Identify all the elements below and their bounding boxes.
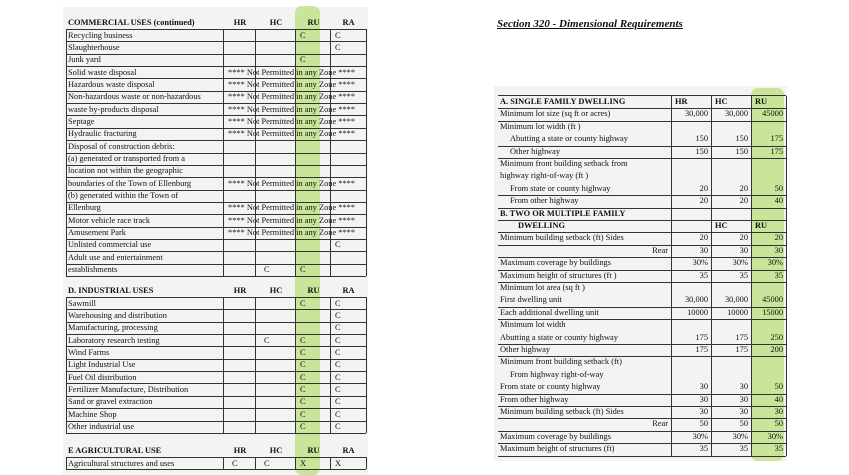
not-permitted-note: **** Not Permitted in any Zone ****: [228, 178, 356, 188]
dimension-label: A. SINGLE FAMILY DWELLING: [500, 97, 626, 106]
cell-value: 175: [695, 345, 708, 354]
cell-value: 30: [699, 245, 708, 255]
dimension-label: Each additional dwelling unit: [500, 307, 599, 317]
column-header: HC: [715, 221, 728, 230]
row-label: Hydraulic fracturing: [68, 129, 137, 139]
row-label: Motor vehicle race track: [68, 215, 151, 225]
cell-value: 30: [699, 407, 708, 416]
section-heading: D. INDUSTRIAL USES: [68, 286, 154, 295]
cell-value: 40: [774, 394, 783, 404]
column-header: RU: [307, 446, 320, 455]
cell-value: 30,000: [684, 109, 708, 119]
cell-value: 45000: [762, 109, 783, 119]
row-label: Septage: [68, 116, 95, 126]
cell-value: C: [300, 30, 306, 40]
cell-value: 35: [739, 444, 748, 454]
cell-value: C: [335, 384, 341, 394]
cell-value: 35: [699, 444, 708, 454]
cell-value: 30: [774, 407, 783, 416]
col-rule: [366, 297, 367, 433]
column-header: RU: [755, 97, 768, 106]
dimension-label: Minimum lot width (ft ): [500, 121, 581, 131]
row-label: Ellenburg: [68, 203, 101, 213]
cell-value: C: [300, 409, 306, 419]
row-label: Hazardous waste disposal: [68, 79, 155, 89]
cell-value: C: [300, 372, 306, 382]
cell-value: 30: [739, 382, 748, 392]
cell-value: 175: [770, 146, 783, 156]
row-label: Non-hazardous waste or non-hazardous: [68, 92, 201, 102]
col-rule: [671, 96, 672, 456]
row-rule: [66, 227, 366, 228]
cell-value: C: [300, 397, 306, 407]
row-label: Fuel Oil distribution: [68, 372, 137, 382]
cell-value: 20: [699, 196, 708, 206]
cell-value: 20: [739, 183, 748, 193]
row-label: Solid waste disposal: [68, 67, 137, 77]
dimension-label: From highway right-of-way: [510, 369, 604, 379]
cell-value: 20: [699, 183, 708, 193]
cell-value: 175: [695, 332, 708, 342]
row-label: Adult use and entertainment: [68, 252, 163, 262]
row-rule: [66, 140, 366, 141]
cell-value: 35: [774, 270, 783, 280]
cell-value: 20: [739, 233, 748, 243]
column-header: RU: [307, 18, 320, 27]
col-rule: [223, 297, 224, 433]
col-rule: [711, 96, 712, 456]
col-rule: [223, 457, 224, 469]
cell-value: 30,000: [724, 109, 748, 119]
cell-value: C: [335, 397, 341, 407]
cell-value: 10000: [727, 307, 748, 317]
col-rule: [255, 297, 256, 433]
dimension-label: Minimum lot size (sq ft or acres): [500, 109, 611, 119]
col-rule: [786, 96, 787, 456]
row-rule: [498, 456, 786, 457]
column-header: RA: [342, 446, 355, 455]
row-label: location not within the geographic: [68, 166, 183, 176]
row-rule: [66, 165, 366, 166]
row-label: Disposal of construction debris:: [68, 141, 175, 151]
column-header: HR: [233, 446, 247, 455]
col-rule: [255, 29, 256, 276]
col-rule: [295, 457, 296, 469]
row-label: Fertilizer Manufacture, Distribution: [68, 384, 189, 394]
cell-value: 30: [739, 245, 748, 255]
cell-value: 20: [739, 196, 748, 206]
col-rule: [223, 29, 224, 276]
cell-value: C: [335, 42, 341, 52]
row-rule: [66, 239, 366, 240]
section-title: Section 320 - Dimensional Requirements: [497, 18, 683, 30]
row-label: establishments: [68, 265, 118, 275]
row-label: boundaries of the Town of Ellenburg: [68, 178, 192, 188]
row-rule: [66, 359, 366, 360]
cell-value: 30: [739, 394, 748, 404]
row-rule: [66, 91, 366, 92]
cell-value: 30: [739, 407, 748, 416]
cell-value: C: [264, 265, 270, 275]
row-rule: [66, 103, 366, 104]
row-rule: [66, 115, 366, 116]
col-rule: [366, 457, 367, 469]
dimension-label: From other highway: [500, 394, 569, 404]
row-label: Slaughterhouse: [68, 42, 120, 52]
cell-value: 30%: [692, 431, 708, 441]
row-rule: [66, 264, 366, 265]
cell-value: C: [335, 30, 341, 40]
col-rule: [295, 29, 296, 276]
row-rule: [66, 421, 366, 422]
row-rule: [66, 153, 366, 154]
row-rule: [66, 276, 366, 277]
cell-value: C: [300, 335, 306, 345]
cell-value: 50: [739, 419, 748, 429]
cell-value: C: [264, 458, 270, 468]
cell-value: 150: [695, 146, 708, 156]
col-rule: [295, 297, 296, 433]
section-heading: COMMERCIAL USES (continued): [68, 18, 195, 27]
cell-value: 20: [699, 233, 708, 243]
row-label: Sawmill: [68, 298, 96, 308]
cell-value: C: [335, 335, 341, 345]
dimension-label: DWELLING: [518, 221, 566, 230]
cell-value: C: [300, 298, 306, 308]
col-rule: [66, 29, 67, 276]
cell-value: X: [335, 458, 342, 468]
cell-value: 175: [770, 134, 783, 144]
row-rule: [66, 54, 366, 55]
cell-value: 150: [695, 134, 708, 144]
dimension-label: Minimum front building setback (ft): [500, 357, 622, 367]
cell-value: 30: [699, 394, 708, 404]
column-header: RA: [342, 18, 355, 27]
column-header: HR: [233, 18, 247, 27]
row-label: Wind Farms: [68, 347, 110, 357]
row-label: Amusement Park: [68, 228, 126, 238]
row-label: Unlisted commercial use: [68, 240, 152, 250]
row-rule: [66, 177, 366, 178]
dimension-label: From state or county highway: [500, 382, 601, 392]
column-header: HR: [675, 97, 688, 106]
dimension-label: Minimum lot width: [500, 320, 566, 330]
dimension-label: From state or county highway: [510, 183, 611, 193]
row-rule: [66, 214, 366, 215]
row-label: (a) generated or transported from a: [68, 154, 185, 163]
cell-value: 30%: [732, 431, 748, 441]
not-permitted-note: **** Not Permitted in any Zone ****: [228, 129, 356, 139]
row-rule: [66, 334, 366, 335]
section-heading: E AGRICULTURAL USE: [68, 446, 162, 455]
cell-value: C: [232, 458, 238, 468]
col-rule: [330, 29, 331, 276]
column-header: HC: [269, 18, 283, 27]
row-rule: [66, 346, 366, 347]
cell-value: C: [335, 347, 341, 357]
cell-value: 30,000: [724, 295, 748, 305]
row-rule: [66, 128, 366, 129]
cell-value: C: [335, 240, 341, 250]
row-rule: [66, 469, 366, 470]
col-rule: [751, 96, 752, 456]
cell-value: C: [335, 360, 341, 370]
col-rule: [255, 457, 256, 469]
column-header: RU: [755, 221, 768, 230]
cell-value: 50: [699, 419, 708, 429]
column-header: HC: [269, 286, 283, 295]
cell-value: C: [300, 360, 306, 370]
row-label: Machine Shop: [68, 409, 117, 419]
cell-value: C: [335, 323, 341, 333]
row-rule: [66, 408, 366, 409]
cell-value: C: [335, 298, 341, 308]
cell-value: 35: [699, 270, 708, 280]
row-rule: [66, 322, 366, 323]
header-rule: [66, 297, 366, 298]
row-label: (b) generated within the Town of: [68, 191, 179, 201]
dimension-label: Maximum height of structures (ft ): [500, 270, 617, 280]
row-rule: [66, 309, 366, 310]
cell-value: 175: [735, 345, 748, 354]
column-header: HC: [715, 97, 728, 106]
not-permitted-note: **** Not Permitted in any Zone ****: [228, 215, 356, 225]
column-header: HC: [269, 446, 283, 455]
row-rule: [66, 66, 366, 67]
dimension-label: Minimum front building setback from: [500, 159, 628, 168]
not-permitted-note: **** Not Permitted in any Zone ****: [228, 116, 356, 126]
row-label: Warehousing and distribution: [68, 310, 167, 320]
row-rule: [66, 190, 366, 191]
cell-value: 20: [774, 233, 783, 243]
cell-value: C: [335, 409, 341, 419]
row-rule: [66, 433, 366, 434]
cell-value: 45000: [762, 295, 783, 305]
cell-value: 30: [699, 382, 708, 392]
cell-value: C: [300, 347, 306, 357]
dimension-label: From other highway: [510, 196, 579, 206]
dimension-label: Other highway: [500, 345, 551, 354]
dimension-label: Minimum lot area (sq ft ): [500, 283, 585, 292]
row-label: waste by-products disposal: [68, 104, 159, 114]
cell-value: 50: [774, 382, 783, 392]
row-label: Sand or gravel extraction: [68, 397, 153, 407]
column-header: RU: [307, 286, 320, 295]
cell-value: C: [300, 55, 306, 65]
not-permitted-note: **** Not Permitted in any Zone ****: [228, 67, 356, 77]
cell-value: 150: [735, 134, 748, 144]
row-rule: [66, 202, 366, 203]
row-rule: [66, 396, 366, 397]
top-rule: [498, 95, 786, 96]
col-rule: [66, 297, 67, 433]
dimension-label: highway right-of-way (ft ): [500, 171, 589, 181]
col-rule: [66, 457, 67, 469]
row-rule: [66, 371, 366, 372]
dimension-label: Other highway: [510, 146, 561, 156]
col-rule: [366, 29, 367, 276]
not-permitted-note: **** Not Permitted in any Zone ****: [228, 228, 356, 238]
dimension-label: Maximum height of structures (ft): [500, 444, 615, 454]
cell-value: C: [300, 384, 306, 394]
row-label: Recycling business: [68, 30, 133, 40]
cell-value: 30: [774, 245, 783, 255]
dimension-label: Minimum building setback (ft) Sides: [500, 233, 624, 243]
cell-value: C: [300, 265, 306, 275]
column-header: HR: [233, 286, 247, 295]
dimension-sublabel: Rear: [652, 419, 668, 429]
cell-value: 175: [735, 332, 748, 342]
not-permitted-note: **** Not Permitted in any Zone ****: [228, 92, 356, 102]
cell-value: C: [300, 422, 306, 431]
cell-value: C: [335, 372, 341, 382]
row-rule: [66, 383, 366, 384]
cell-value: 30,000: [684, 295, 708, 305]
cell-value: C: [264, 335, 270, 345]
row-rule: [66, 78, 366, 79]
dimension-label: Abutting a state or county highway: [510, 134, 628, 144]
not-permitted-note: **** Not Permitted in any Zone ****: [228, 203, 356, 213]
cell-value: 30%: [767, 258, 783, 268]
cell-value: 30%: [732, 258, 748, 268]
cell-value: 50: [774, 183, 783, 193]
cell-value: 35: [774, 444, 783, 454]
row-label: Light Industrial Use: [68, 360, 136, 370]
dimension-label: Maximum coverage by buildings: [500, 431, 611, 441]
row-label: Junk yard: [68, 55, 101, 65]
row-label: Manufacturing, processing: [68, 323, 158, 333]
dimension-sublabel: Rear: [652, 245, 668, 255]
cell-value: C: [335, 422, 341, 431]
cell-value: 50: [774, 419, 783, 429]
col-rule: [330, 457, 331, 469]
row-label: Agricultural structures and uses: [68, 458, 175, 468]
row-rule: [66, 41, 366, 42]
not-permitted-note: **** Not Permitted in any Zone ****: [228, 79, 356, 89]
dimension-label: Abutting a state or county highway: [500, 332, 618, 342]
cell-value: 30%: [767, 431, 783, 441]
cell-value: 150: [735, 146, 748, 156]
cell-value: X: [300, 458, 307, 468]
cell-value: 10000: [687, 307, 708, 317]
dimension-label: Maximum coverage by buildings: [500, 258, 611, 268]
row-label: Other industrial use: [68, 422, 135, 431]
cell-value: C: [335, 310, 341, 320]
cell-value: 40: [774, 196, 783, 206]
column-header: RA: [342, 286, 355, 295]
row-label: Laboratory research testing: [68, 335, 160, 345]
cell-value: 30%: [692, 258, 708, 268]
row-rule: [66, 251, 366, 252]
dimension-label: Minimum building setback (ft) Sides: [500, 407, 624, 416]
cell-value: 200: [770, 345, 783, 354]
dimension-label: First dwelling unit: [500, 295, 562, 305]
cell-value: 250: [770, 332, 783, 342]
col-rule: [330, 297, 331, 433]
dimension-label: B. TWO OR MULTIPLE FAMILY: [500, 208, 626, 218]
cell-value: 15000: [762, 307, 783, 317]
not-permitted-note: **** Not Permitted in any Zone ****: [228, 104, 356, 114]
cell-value: 35: [739, 270, 748, 280]
